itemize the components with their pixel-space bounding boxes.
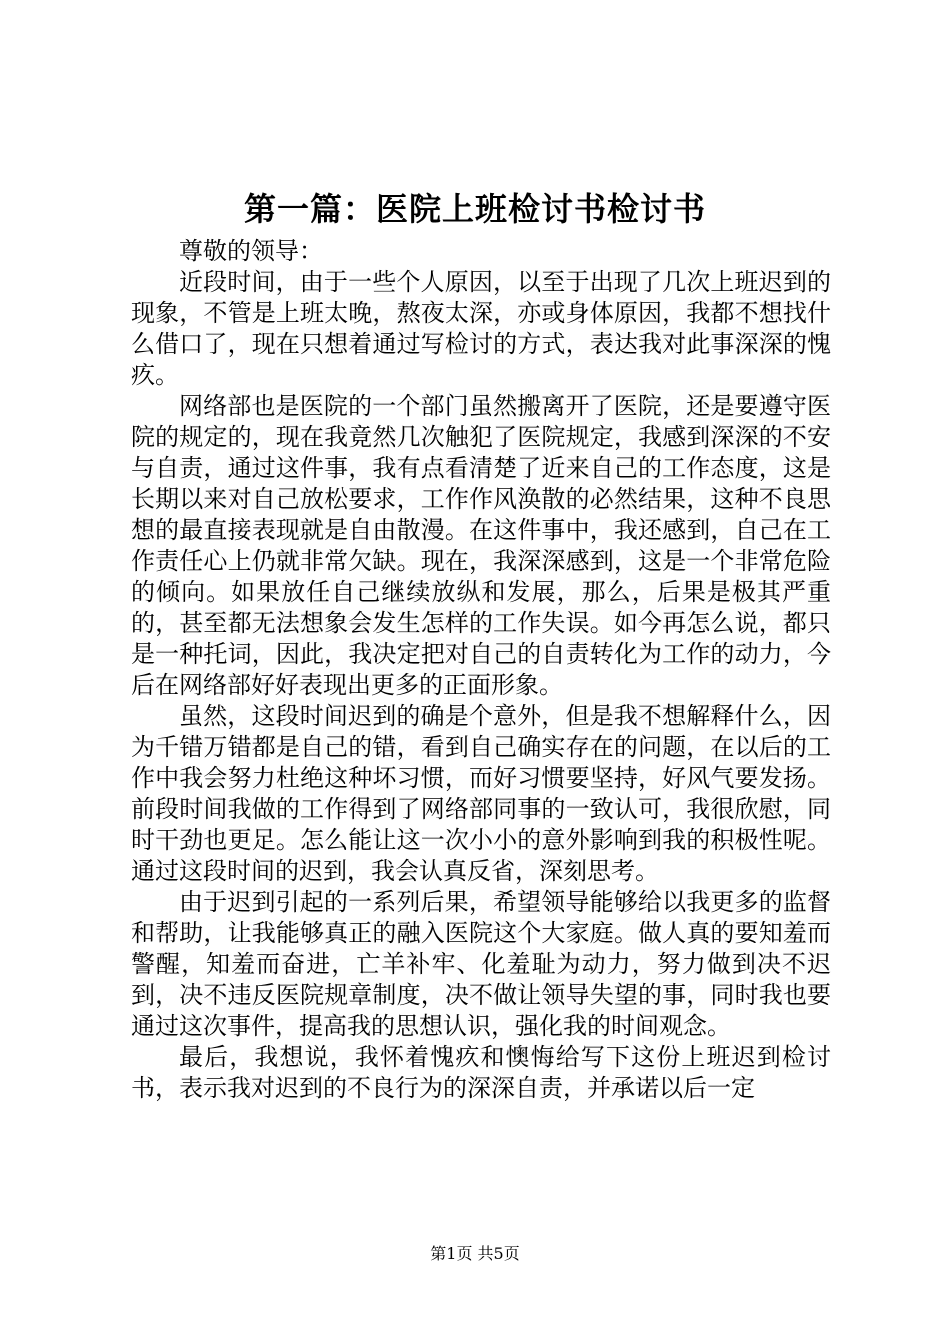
document-title: 第一篇：医院上班检讨书检讨书 bbox=[243, 190, 706, 228]
paragraph-4: 由于迟到引起的一系列后果，希望领导能够给以我更多的监督和帮助，让我能够真正的融入医院这个大家庭。做人真的要知羞而警醒，知羞而奋进，亡羊补牢、化羞耻为动力，努力做到决不迟到，决不违反医院规章制度，决不做让领导失望的事，同时我也要通过这次事件，提高我的思想认识，强化我的时间观念。 bbox=[131, 888, 831, 1040]
paragraph-2: 网络部也是医院的一个部门虽然搬离开了医院，还是要遵守医院的规定的，现在我竟然几次触犯了医院规定，我感到深深的不安与自责，通过这件事，我有点看清楚了近来自己的工作态度，这是长期以来对自己放松要求，工作作风涣散的必然结果，这种不良思想的最直接表现就是自由散漫。在这件事中，我还感到，自己在工作责任心上仍就非常欠缺。现在，我深深感到，这是一个非常危险的倾向。如果放任自己继续放纵和发展，那么，后果是极其严重的，甚至都无法想象会发生怎样的工作失误。如今再怎么说，都只是一种托词，因此，我决定把对自己的自责转化为工作的动力，今后在网络部好好表现出更多的正面形象。 bbox=[131, 392, 831, 699]
document-body bbox=[131, 236, 831, 1104]
paragraph-1: 近段时间，由于一些个人原因，以至于出现了几次上班迟到的现象，不管是上班太晚，熬夜太深，亦或身体原因，我都不想找什么借口了，现在只想着通过写检讨的方式，表达我对此事深深的愧疚。 bbox=[131, 268, 831, 389]
salutation: 尊敬的领导： bbox=[179, 237, 323, 265]
paragraph-5: 最后，我想说，我怀着愧疚和懊悔给写下这份上班迟到检讨书，表示我对迟到的不良行为的深深自责，并承诺以后一定 bbox=[131, 1043, 831, 1102]
paragraph-3: 虽然，这段时间迟到的确是个意外，但是我不想解释什么，因为千错万错都是自己的错，看到自己确实存在的问题，在以后的工作中我会努力杜绝这种坏习惯，而好习惯要坚持，好风气要发扬。前段时间我做的工作得到了网络部同事的一致认可，我很欣慰，同时干劲也更足。怎么能让这一次小小的意外影响到我的积极性呢。通过这段时间的迟到，我会认真反省，深刻思考。 bbox=[131, 702, 831, 885]
page-number-footer: 第1页 共5页 bbox=[430, 1244, 520, 1263]
